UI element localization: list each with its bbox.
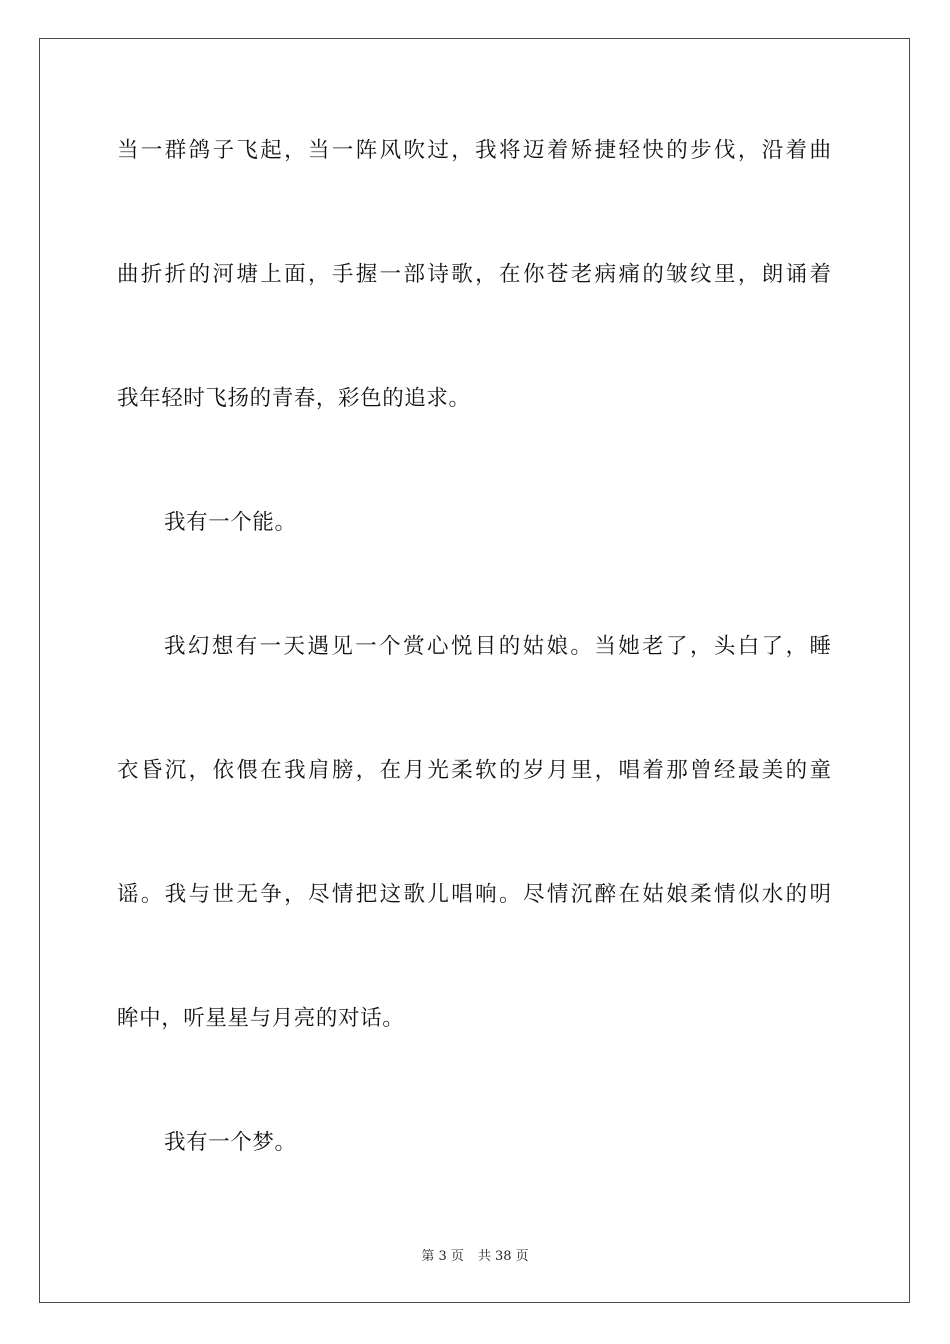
page-footer: [0, 1248, 950, 1266]
page-number: 第 3 页: [421, 1249, 464, 1264]
paragraph-line: 我有一个能。: [164, 510, 297, 535]
total-pages: 共 38 页: [477, 1249, 529, 1264]
paragraph-line: 衣昏沉，依偎在我肩膀，在月光柔软的岁月里，唱着那曾经最美的童: [117, 758, 831, 783]
paragraph-line: 我有一个梦。: [164, 1130, 297, 1155]
paragraph-line: 眸中，听星星与月亮的对话。: [117, 1006, 405, 1031]
paragraph-line: 曲折折的河塘上面，手握一部诗歌，在你苍老病痛的皱纹里，朗诵着: [117, 262, 831, 287]
paragraph-line: 当一群鸽子飞起，当一阵风吹过，我将迈着矫捷轻快的步伐，沿着曲: [117, 138, 831, 163]
paragraph-line: 谣。我与世无争，尽情把这歌儿唱响。尽情沉醉在姑娘柔情似水的明: [117, 882, 831, 907]
page-border: [39, 38, 910, 1303]
paragraph-line: 我年轻时飞扬的青春，彩色的追求。: [117, 386, 471, 411]
paragraph-line: 我幻想有一天遇见一个赏心悦目的姑娘。当她老了，头白了，睡: [164, 634, 831, 659]
